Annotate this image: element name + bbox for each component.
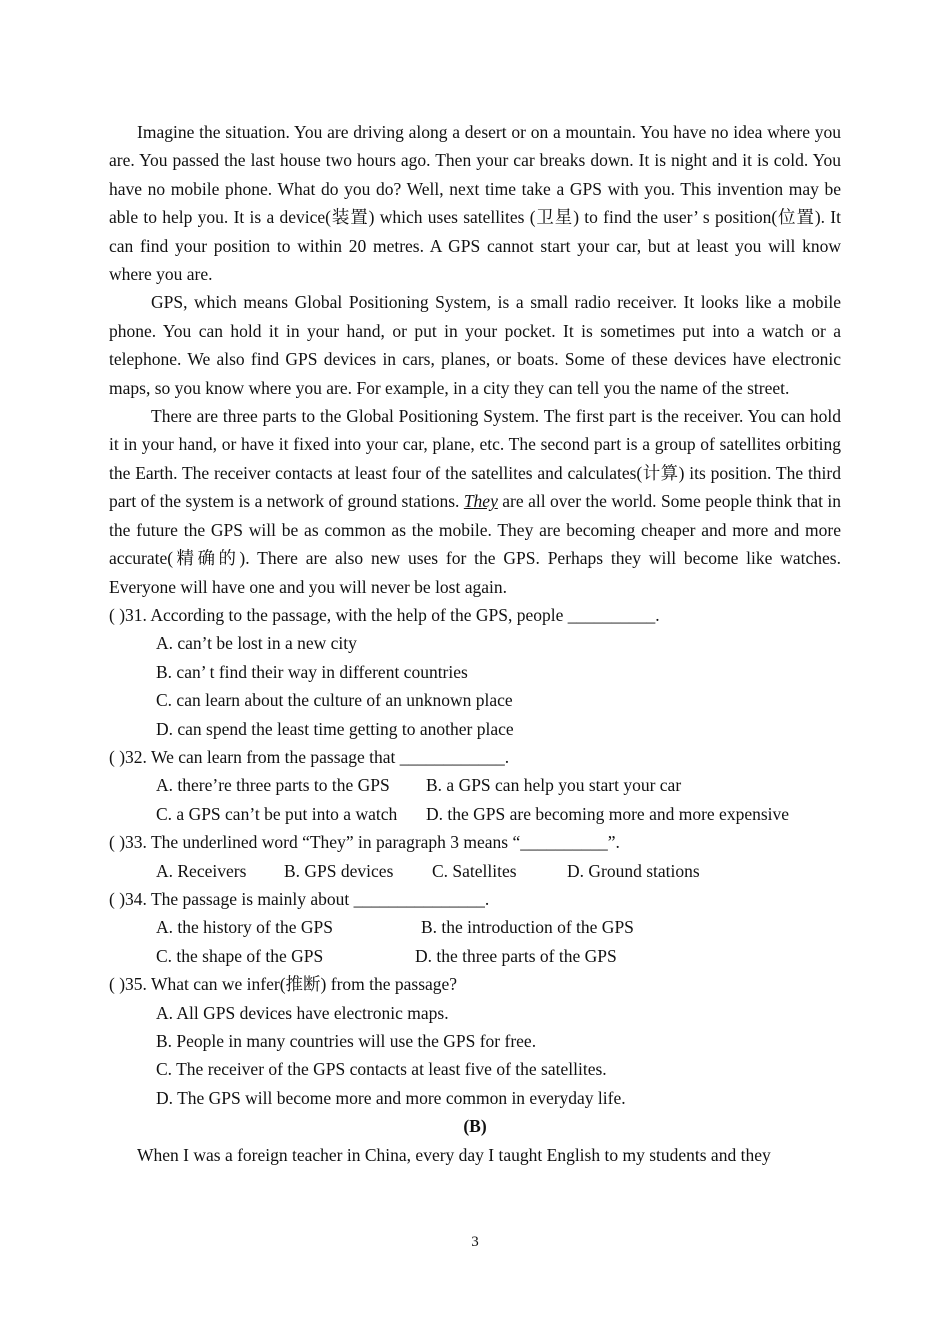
question-33-option-a: A. Receivers bbox=[156, 860, 247, 881]
question-32-options-row-1 bbox=[156, 771, 841, 799]
passage-paragraph-2: GPS, which means Global Positioning System, is a small radio receiver. It looks like a mobile phone. You can hold it in your hand, or put in your pocket. It is sometimes put into a watch or a telephone. We also find GPS devices in cars, planes, or boats. Some of these devices have electronic maps, so you know where you are. For example, in a city they can tell you the name of the street. bbox=[109, 292, 841, 398]
passage-paragraph-3 bbox=[109, 402, 841, 601]
paragraph-3-text-b: are all over the world. Some people think that in the future the GPS will be as common as the mobile. They are becoming cheaper and more and more accurate(精确的). There are also new uses for the GPS. Perhaps they will become like watches. Everyone will have one and you will never be lost again. bbox=[109, 491, 841, 597]
question-35-option-a: A. All GPS devices have electronic maps. bbox=[156, 1002, 449, 1023]
question-32-option-a: A. there’re three parts to the GPS bbox=[156, 775, 390, 796]
question-31-option-d: D. can spend the least time getting to another place bbox=[156, 718, 514, 739]
question-33-stem: ( )33. The underlined word “They” in paragraph 3 means “__________”. bbox=[109, 832, 620, 853]
question-34-options-row-2 bbox=[156, 942, 841, 970]
question-31-option-b: B. can’ t find their way in different countries bbox=[156, 661, 468, 682]
question-31-option-c: C. can learn about the culture of an unknown place bbox=[156, 690, 513, 711]
question-34-stem: ( )34. The passage is mainly about _______________. bbox=[109, 888, 490, 909]
question-32-stem: ( )32. We can learn from the passage that ____________. bbox=[109, 746, 510, 767]
underlined-word-they: They bbox=[463, 491, 498, 512]
question-34-option-a: A. the history of the GPS bbox=[156, 917, 333, 938]
question-34-option-b: B. the introduction of the GPS bbox=[421, 917, 634, 938]
question-32-option-d: D. the GPS are becoming more and more expensive bbox=[426, 803, 790, 824]
page-number: 3 bbox=[471, 1234, 479, 1250]
question-34-options-row-1 bbox=[156, 913, 841, 941]
question-32-options-row-2 bbox=[156, 800, 841, 828]
question-33-option-d: D. Ground stations bbox=[567, 860, 700, 881]
question-34-option-c: C. the shape of the GPS bbox=[156, 945, 324, 966]
question-34-option-d: D. the three parts of the GPS bbox=[415, 945, 617, 966]
question-32-option-b: B. a GPS can help you start your car bbox=[426, 775, 682, 796]
question-31-stem: ( )31. According to the passage, with the help of the GPS, people __________. bbox=[109, 604, 660, 625]
question-33-option-b: B. GPS devices bbox=[284, 860, 394, 881]
question-35-option-c: C. The receiver of the GPS contacts at least five of the satellites. bbox=[156, 1059, 607, 1080]
paragraph-3-text-a: There are three parts to the Global Positioning System. The first part is the receiver. You can hold it in your hand, or have it fixed into your car, plane, etc. The second part is a group of satellites orbiting the Earth. The receiver contacts at least four of the satellites and calculates(计算) its position. The third part of the system is a network of ground stations. bbox=[109, 406, 841, 512]
question-33-options bbox=[156, 857, 841, 885]
question-33-option-c: C. Satellites bbox=[432, 860, 517, 881]
section-b-heading: (B) bbox=[463, 1116, 487, 1137]
question-31-option-a: A. can’t be lost in a new city bbox=[156, 633, 357, 654]
passage-paragraph-1: Imagine the situation. You are driving along a desert or on a mountain. You have no idea where you are. You passed the last house two hours ago. Then your car breaks down. It is night and it is cold. You have no mobile phone. What do you do? Well, next time take a GPS with you. This invention may be able to help you. It is a device(装置) which uses satellites (卫星) to find the user’ s position(位置). It can find your position to within 20 metres. A GPS cannot start your car, but at least you will know where you are. bbox=[109, 122, 841, 285]
document-page bbox=[109, 118, 841, 1169]
section-b-first-line: When I was a foreign teacher in China, every day I taught English to my students and they bbox=[137, 1144, 771, 1165]
question-32-option-c: C. a GPS can’t be put into a watch bbox=[156, 803, 398, 824]
question-35-stem: ( )35. What can we infer(推断) from the passage? bbox=[109, 974, 458, 995]
question-35-option-b: B. People in many countries will use the GPS for free. bbox=[156, 1031, 537, 1051]
question-35-option-d: D. The GPS will become more and more common in everyday life. bbox=[156, 1087, 626, 1108]
